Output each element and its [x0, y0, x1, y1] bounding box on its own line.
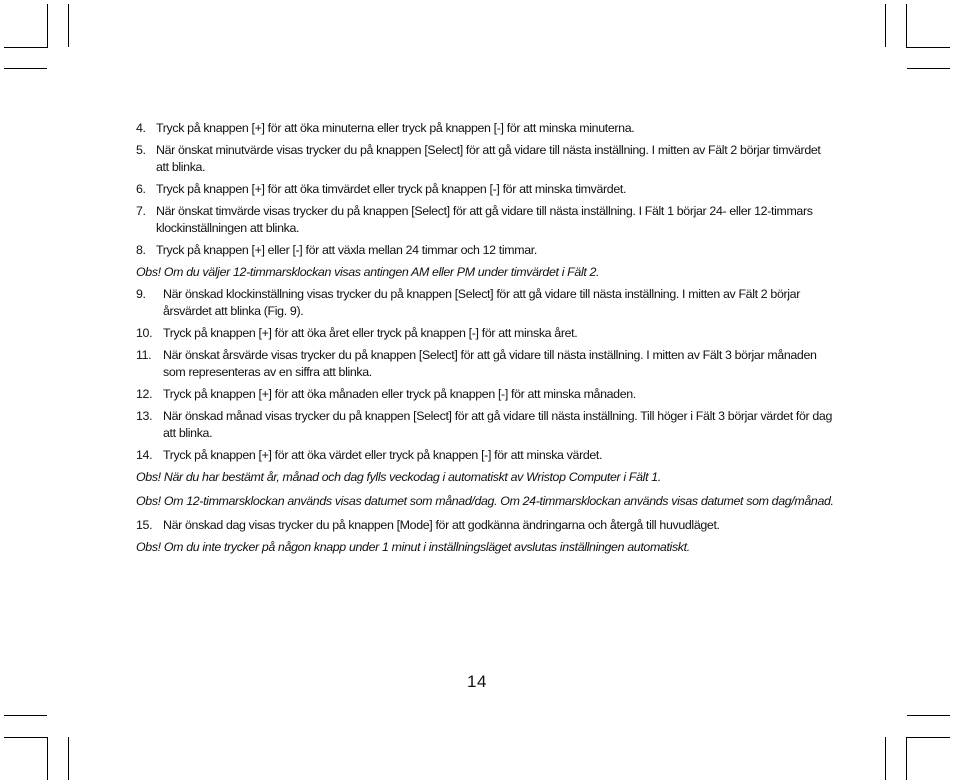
note-text: Obs! När du har bestämt år, månad och dag fylls veckodag i automatiskt av Wristop Computer i Fält 1. [136, 470, 661, 484]
crop-mark [906, 737, 950, 738]
item-text: När önskat timvärde visas trycker du på knappen [Select] för att gå vidare till nästa inställning. I Fält 1 börjar 24- eller 12-timmars klockinställningen att blinka. [156, 204, 813, 235]
item-text: När önskat minutvärde visas trycker du på knappen [Select] för att gå vidare till nästa inställning. I mitten av Fält 2 börjar timvärdet att blinka. [156, 143, 821, 174]
item-number: 6. [136, 182, 146, 196]
crop-mark [47, 4, 48, 47]
crop-mark [4, 68, 47, 69]
crop-mark [68, 737, 69, 780]
list-item [136, 325, 834, 342]
item-text: Tryck på knappen [+] för att öka månaden eller tryck på knappen [-] för att minska månaden. [163, 387, 636, 401]
crop-mark [885, 737, 886, 780]
crop-mark [906, 47, 950, 48]
crop-mark [4, 715, 47, 716]
list-item [136, 120, 834, 137]
item-number: 12. [136, 387, 153, 401]
item-text: Tryck på knappen [+] för att öka minuterna eller tryck på knappen [-] för att minska minuterna. [156, 121, 635, 135]
item-text: Tryck på knappen [+] för att öka värdet eller tryck på knappen [-] för att minska värdet. [163, 448, 603, 462]
list-item [136, 142, 834, 176]
note-text: Obs! Om du inte trycker på någon knapp under 1 minut i inställningsläget avslutas inställningen automatiskt. [136, 540, 690, 554]
list-item [136, 517, 834, 534]
item-text: Tryck på knappen [+] för att öka timvärdet eller tryck på knappen [-] för att minska timvärdet. [156, 182, 627, 196]
item-text: När önskad klockinställning visas trycker du på knappen [Select] för att gå vidare till nästa inställning. I mitten av Fält 2 börjar årsvärdet att blinka (Fig. 9). [163, 287, 800, 318]
crop-mark [907, 68, 950, 69]
list-item [136, 242, 834, 259]
list-item [136, 181, 834, 198]
crop-mark [906, 737, 907, 780]
list-item [136, 408, 834, 442]
item-number: 5. [136, 143, 146, 157]
item-number: 14. [136, 448, 153, 462]
note-text: Obs! Om du väljer 12-timmarsklockan visas antingen AM eller PM under timvärdet i Fält 2. [136, 265, 600, 279]
instruction-list [136, 120, 834, 561]
item-number: 15. [136, 518, 153, 532]
list-item [136, 447, 834, 464]
item-text: När önskad dag visas trycker du på knappen [Mode] för att godkänna ändringarna och återgå till huvudläget. [163, 518, 720, 532]
list-item [136, 347, 834, 381]
crop-mark [906, 4, 907, 47]
crop-mark [68, 4, 69, 47]
crop-mark [47, 737, 48, 780]
item-number: 13. [136, 409, 153, 423]
item-text: När önskad månad visas trycker du på knappen [Select] för att gå vidare till nästa inställning. Till höger i Fält 3 börjar värdet för dag att blinka. [163, 409, 833, 440]
list-item [136, 386, 834, 403]
item-number: 8. [136, 243, 146, 257]
item-text: Tryck på knappen [+] för att öka året eller tryck på knappen [-] för att minska året. [163, 326, 578, 340]
list-item [136, 203, 834, 237]
item-text: Tryck på knappen [+] eller [-] för att växla mellan 24 timmar och 12 timmar. [156, 243, 537, 257]
item-number: 10. [136, 326, 153, 340]
page-number: 14 [467, 672, 487, 691]
item-number: 4. [136, 121, 146, 135]
item-number: 7. [136, 204, 146, 218]
crop-mark [4, 47, 48, 48]
crop-mark [4, 737, 48, 738]
crop-mark [885, 4, 886, 47]
item-number: 9. [136, 287, 146, 301]
item-number: 11. [136, 348, 152, 362]
item-text: När önskat årsvärde visas trycker du på knappen [Select] för att gå vidare till nästa inställning. I mitten av Fält 3 börjar månaden som representeras av en siffra att blinka. [163, 348, 817, 379]
note-text: Obs! Om 12-timmarsklockan används visas datumet som månad/dag. Om 24-timmarsklockan används visas datumet som dag/månad. [136, 494, 834, 508]
crop-mark [907, 715, 950, 716]
list-item [136, 286, 834, 320]
